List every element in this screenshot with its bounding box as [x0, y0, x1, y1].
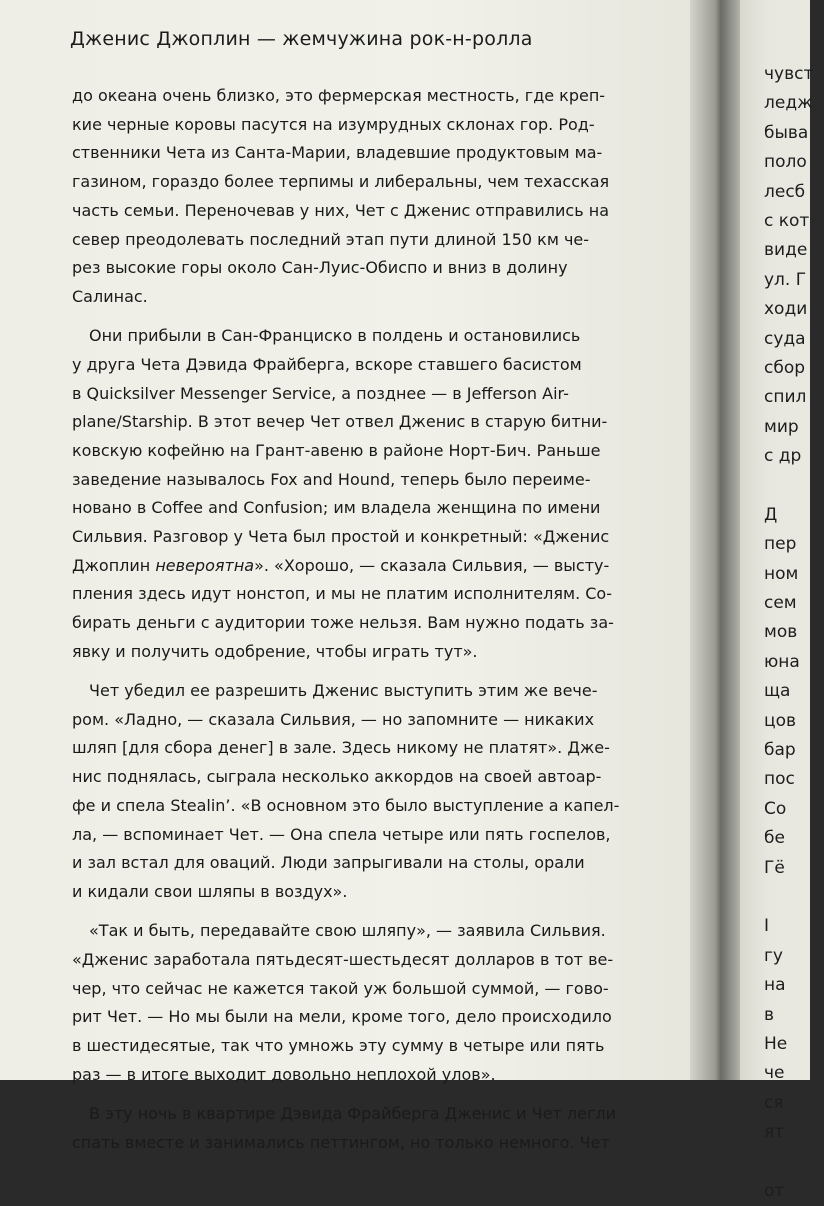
right-page-line-fragment: от	[764, 1180, 785, 1201]
text-line: чер, что сейчас не кажется такой уж большой суммой, — гово-	[72, 978, 609, 998]
text-line: plane/Starship. В этот вечер Чет отвел Дженис в старую битни-	[72, 412, 608, 432]
text-line: «Так и быть, передавайте свою шляпу», — заявила Сильвия.	[89, 921, 606, 941]
paragraph	[72, 1100, 638, 1157]
right-page-line-fragment	[764, 883, 824, 912]
body-text	[72, 82, 638, 1168]
right-page-line-fragment: сем	[764, 593, 797, 614]
right-page-line-fragment: на	[764, 975, 786, 996]
right-page-line-fragment: виде	[764, 240, 808, 261]
text-line: и кидали свои шляпы в воздух».	[72, 881, 348, 901]
text-line: нис поднялась, сыграла несколько аккордов на своей автоар-	[72, 767, 602, 787]
right-page-line-fragment: ся	[764, 1092, 784, 1113]
text-line: Джоплин невероятна». «Хорошо, — сказала Сильвия, — высту-	[72, 555, 610, 575]
text-line: Чет убедил ее разрешить Дженис выступить этим же вече-	[89, 681, 598, 701]
text-line: явку и получить одобрение, чтобы играть тут».	[72, 641, 478, 661]
text-line: пления здесь идут нонстоп, и мы не платим исполнителям. Со-	[72, 584, 612, 604]
text-line: до океана очень близко, это фермерская местность, где креп-	[72, 86, 606, 105]
right-page-line-fragment: ул. Г	[764, 269, 807, 290]
text-line: Салинас.	[72, 286, 148, 306]
paragraph	[72, 677, 638, 907]
text-line: спать вместе и занимались петтингом, но только немного. Чет	[72, 1132, 610, 1152]
right-page-line-fragment: Гё	[764, 857, 785, 878]
text-line: бирать деньги с аудитории тоже нельзя. Вам нужно подать за-	[72, 613, 614, 633]
right-page-line-fragment: бе	[764, 828, 785, 849]
running-head: Дженис Джоплин — жемчужина рок-н-ролла	[70, 28, 533, 50]
right-page-line-fragment: спил	[764, 387, 807, 408]
right-page-line-fragment: цов	[764, 710, 796, 731]
right-page-line-fragment: Не	[764, 1033, 788, 1054]
right-page-line-fragment: пер	[764, 534, 797, 555]
text-line: ковскую кофейню на Грант-авеню в районе Норт-Бич. Раньше	[72, 440, 601, 460]
paragraph	[72, 322, 638, 666]
right-page-line-fragment: с кот	[764, 210, 810, 231]
right-page-line-fragment	[764, 1147, 824, 1176]
right-page-line-fragment: ном	[764, 563, 799, 584]
text-line: раз — в итоге выходит довольно неплохой улов».	[72, 1064, 496, 1084]
text-line: газином, гораздо более терпимы и либеральны, чем техасская	[72, 172, 610, 192]
right-page-line-fragment: че	[764, 1063, 785, 1084]
right-page-line-fragment: ща	[764, 681, 791, 702]
right-page-line-fragment: мир	[764, 416, 799, 437]
text-line: и зал встал для оваций. Люди запрыгивали на столы, орали	[72, 853, 585, 873]
right-page-line-fragment: лесб	[764, 181, 806, 202]
text-line: рит Чет. — Но мы были на мели, кроме того, дело происходило	[72, 1007, 612, 1027]
right-page-line-fragment: быва	[764, 122, 809, 143]
paragraph	[72, 917, 638, 1089]
right-page-line-fragment: пос	[764, 769, 795, 790]
text-line: фе и спела Stealin’. «В основном это было выступление а капел-	[72, 795, 620, 815]
text-line: кие черные коровы пасутся на изумрудных склонах гор. Род-	[72, 114, 595, 134]
right-page-line-fragment: ходи	[764, 299, 808, 320]
text-line: у друга Чета Дэвида Фрайберга, вскоре ставшего басистом	[72, 354, 582, 374]
right-page-text	[764, 60, 824, 1206]
text-line: новано в Coffee and Confusion; им владела женщина по имени	[72, 498, 601, 518]
text-line: рез высокие горы около Сан-Луис-Обиспо и вниз в долину	[72, 258, 568, 278]
right-page-line-fragment	[764, 471, 824, 500]
text-line: север преодолевать последний этап пути длиной 150 км че-	[72, 229, 590, 249]
text-line: «Дженис заработала пятьдесят-шестьдесят долларов в тот ве-	[72, 949, 614, 969]
text-line: Они прибыли в Сан-Франциско в полдень и остановились	[89, 326, 581, 346]
text-line: в Quicksilver Messenger Service, а позднее — в Jefferson Air-	[72, 383, 569, 403]
right-page-line-fragment: поло	[764, 152, 807, 173]
text-line: заведение называлось Fox and Hound, теперь было переиме-	[72, 469, 591, 489]
right-page-line-fragment: с др	[764, 446, 802, 467]
text-line: шляп [для сбора денег] в зале. Здесь никому не платят». Дже-	[72, 738, 610, 758]
text-line: часть семьи. Переночевав у них, Чет с Дженис отправились на	[72, 200, 609, 220]
paragraph	[72, 82, 638, 312]
right-page-line-fragment: Д	[764, 504, 778, 525]
text-line: ственники Чета из Санта-Марии, владевшие продуктовым ма-	[72, 143, 603, 163]
right-page-line-fragment: бар	[764, 739, 796, 760]
text-line: в шестидесятые, так что умножь эту сумму в четыре или пять	[72, 1036, 605, 1055]
text-line: Сильвия. Разговор у Чета был простой и конкретный: «Дженис	[72, 527, 610, 547]
text-line: ром. «Ладно, — сказала Сильвия, — но запомните — никаких	[72, 709, 595, 729]
text-line: В эту ночь в квартире Дэвида Фрайберга Дженис и Чет легли	[89, 1103, 616, 1123]
right-page-line-fragment: Со	[764, 798, 787, 819]
right-page-line-fragment: чувст	[764, 64, 814, 84]
right-page-line-fragment: юна	[764, 651, 800, 672]
book-gutter	[690, 0, 746, 1080]
right-page-line-fragment: в	[764, 1004, 775, 1025]
right-page-line-fragment: суда	[764, 328, 806, 349]
right-page-line-fragment: сбор	[764, 357, 806, 378]
right-page-line-fragment: ят	[764, 1122, 785, 1143]
right-page-line-fragment: гу	[764, 945, 783, 966]
right-page-line-fragment: ледж	[764, 93, 813, 114]
right-page-line-fragment: мов	[764, 622, 798, 643]
text-line: ла, — вспоминает Чет. — Она спела четыре или пять госпелов,	[72, 824, 611, 844]
right-page-line-fragment: I	[764, 916, 770, 937]
